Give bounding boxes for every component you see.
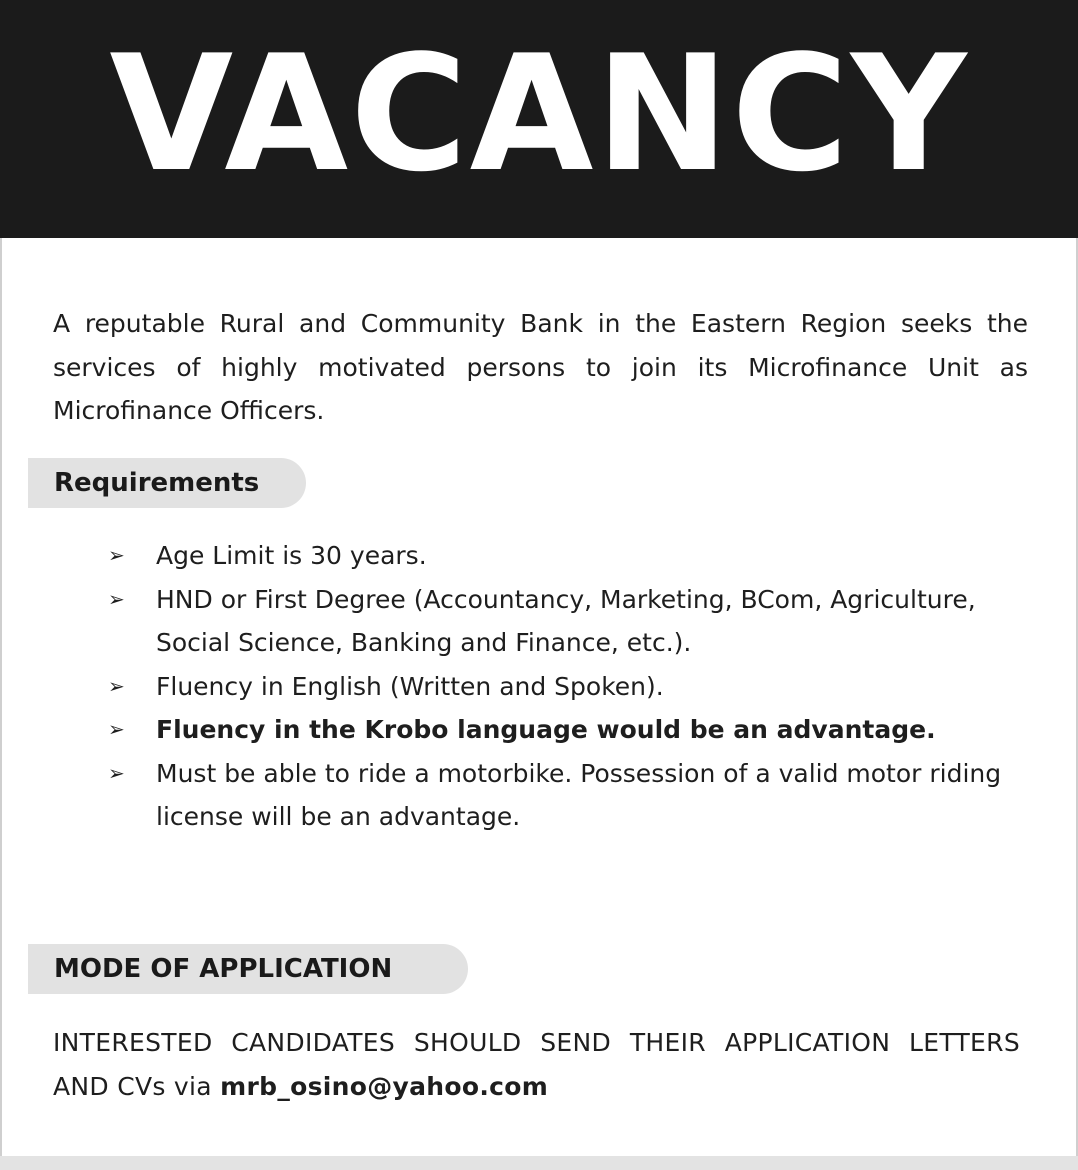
application-email: mrb_osino@yahoo.com	[220, 1071, 549, 1101]
list-item	[108, 578, 1008, 665]
arrow-bullet-icon: ➢	[108, 760, 125, 785]
header-banner	[0, 0, 1078, 238]
requirements-list	[108, 534, 1008, 839]
list-item	[108, 708, 1008, 752]
requirement-text: Fluency in English (Written and Spoken).	[156, 671, 664, 701]
requirement-text: Must be able to ride a motorbike. Possession of a valid motor riding license will be an advantage.	[156, 758, 1002, 831]
page-title: VACANCY	[109, 20, 969, 207]
mode-of-application-heading: MODE OF APPLICATION	[28, 944, 468, 994]
arrow-bullet-icon: ➢	[108, 543, 125, 567]
application-text: INTERESTED CANDIDATES SHOULD SEND THEIR APPLICATION LETTERS AND CVs via	[53, 1028, 1020, 1101]
arrow-bullet-icon: ➢	[108, 586, 125, 611]
list-item	[108, 534, 1008, 578]
requirement-text: Age Limit is 30 years.	[156, 541, 427, 570]
requirement-text: Fluency in the Krobo language would be an advantage.	[156, 715, 936, 744]
application-instructions	[53, 1021, 1020, 1108]
left-border	[0, 238, 2, 1170]
list-item	[108, 752, 1008, 839]
requirement-text: HND or First Degree (Accountancy, Marketing, BCom, Agriculture, Social Science, Banking and Finance, etc.).	[156, 584, 976, 657]
list-item	[108, 665, 1008, 709]
bottom-band	[0, 1156, 1078, 1170]
arrow-bullet-icon: ➢	[108, 673, 125, 698]
arrow-bullet-icon: ➢	[108, 717, 125, 741]
intro-paragraph: A reputable Rural and Community Bank in the Eastern Region seeks the services of highly motivated persons to join its Microfinance Unit as Microfinance Officers.	[53, 309, 1028, 425]
requirements-heading: Requirements	[28, 458, 306, 508]
